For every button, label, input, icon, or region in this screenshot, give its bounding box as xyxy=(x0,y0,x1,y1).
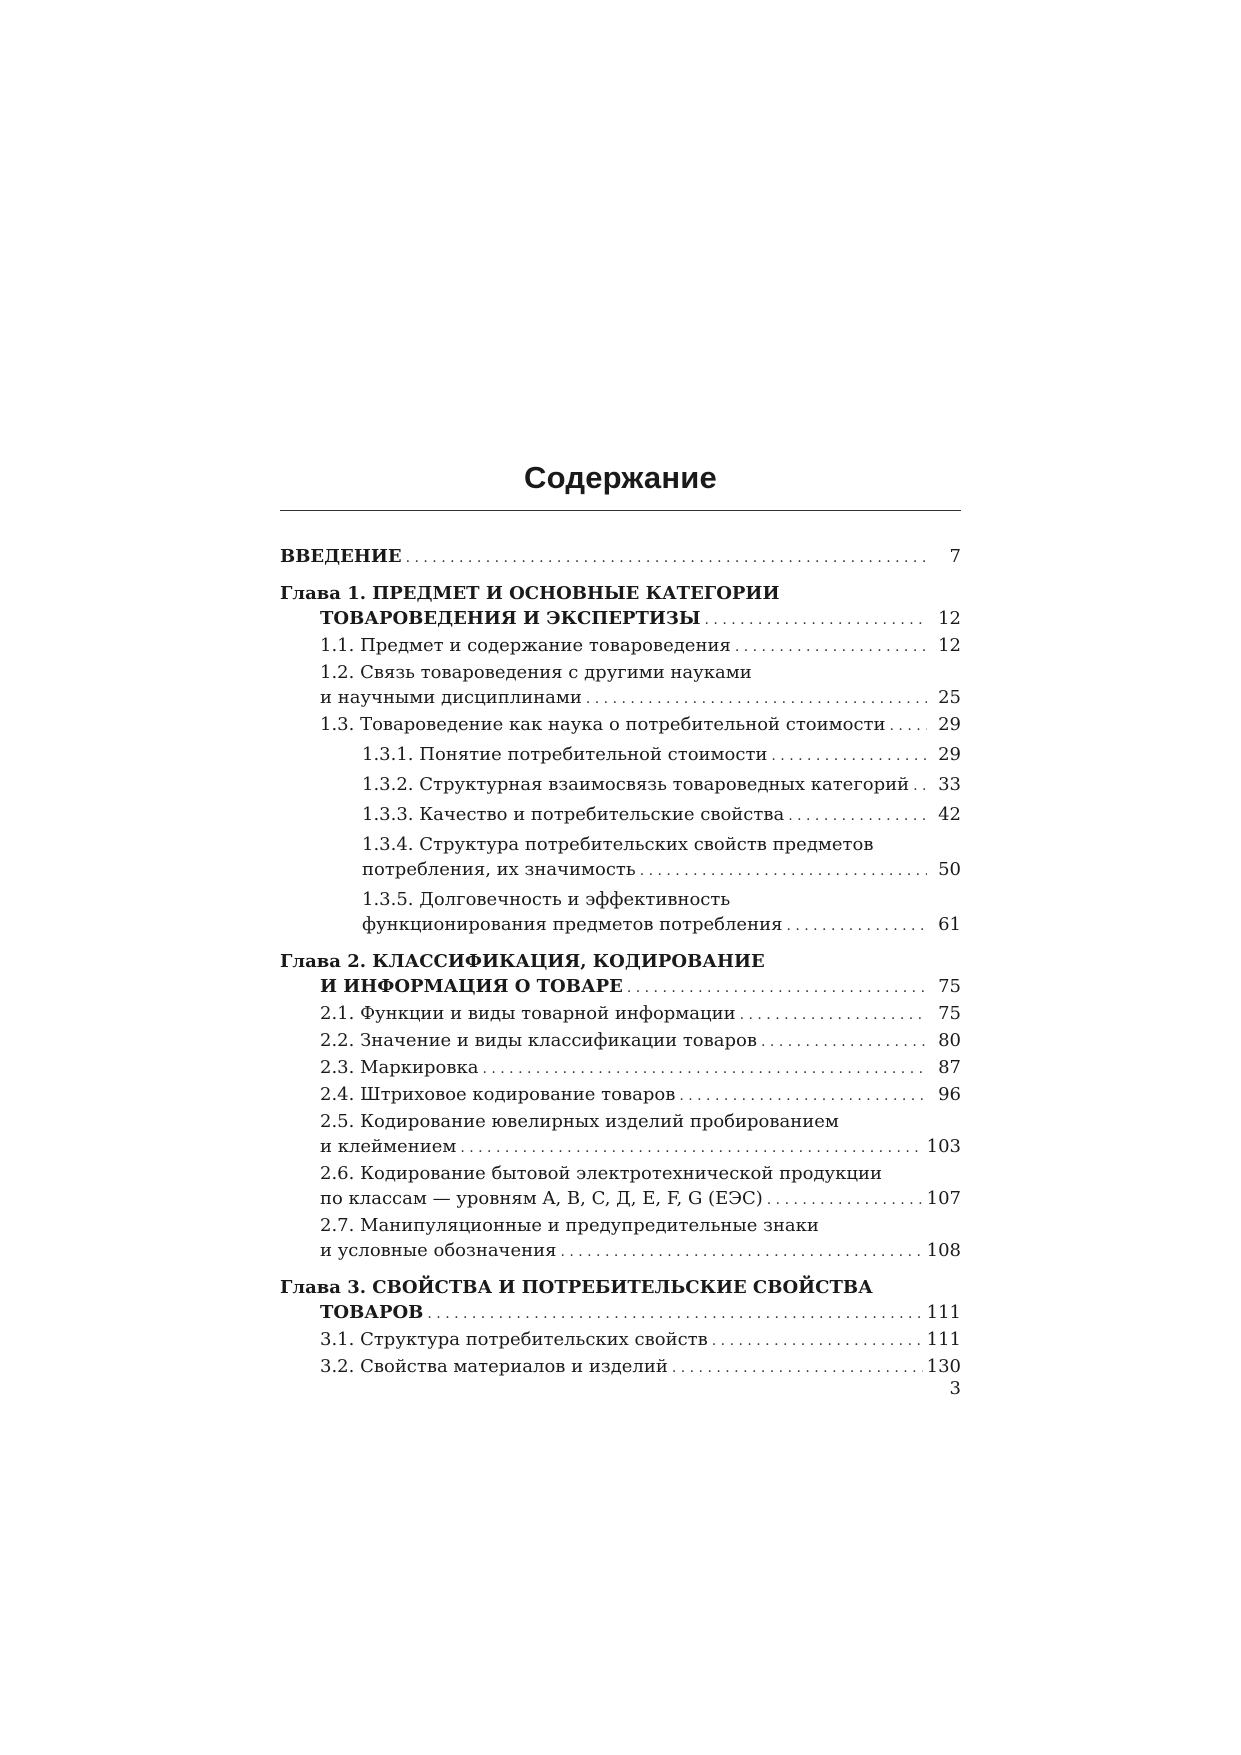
leader-dots xyxy=(586,685,927,712)
toc-subsection xyxy=(280,742,961,769)
leader-dots xyxy=(786,912,927,939)
toc-page-number: 87 xyxy=(938,1057,961,1078)
toc-page-number: 29 xyxy=(938,714,961,735)
subsection-title: 1.3.2. Структурная взаимосвязь товароведных категорий xyxy=(362,774,910,795)
chapter-title-line1: Глава 3. СВОЙСТВА И ПОТРЕБИТЕЛЬСКИЕ СВОЙСТВА xyxy=(280,1277,873,1298)
leader-dots xyxy=(560,1238,922,1265)
section-title: 2.2. Значение и виды классификации товаров xyxy=(320,1030,758,1051)
leader-dots xyxy=(890,712,927,739)
toc-section xyxy=(280,1213,961,1265)
toc-page-number: 42 xyxy=(938,804,961,825)
toc-intro-label: ВВЕДЕНИЕ xyxy=(280,546,402,567)
toc-page-number: 103 xyxy=(926,1136,961,1157)
toc-page-number: 108 xyxy=(926,1240,961,1261)
leader-dots xyxy=(705,606,927,633)
leader-dots xyxy=(740,1001,927,1028)
toc-subsection xyxy=(280,832,961,884)
toc-chapter-1 xyxy=(280,581,961,939)
toc-page-number: 130 xyxy=(926,1356,961,1377)
chapter-title-line1: Глава 2. КЛАССИФИКАЦИЯ, КОДИРОВАНИЕ xyxy=(280,951,765,972)
toc-subsection xyxy=(280,887,961,939)
leader-dots xyxy=(460,1134,922,1161)
table-of-contents xyxy=(280,544,961,1381)
leader-dots xyxy=(913,772,927,799)
subsection-title: функционирования предметов потребления xyxy=(362,914,783,935)
toc-page-number: 29 xyxy=(938,744,961,765)
section-title: 3.2. Свойства материалов и изделий xyxy=(320,1356,668,1377)
subsection-title: 1.3.1. Понятие потребительной стоимости xyxy=(362,744,768,765)
subsection-title-line1: 1.3.4. Структура потребительских свойств предметов xyxy=(362,834,874,855)
title-divider xyxy=(280,510,961,511)
leader-dots xyxy=(735,633,927,660)
chapter-title-text: ТОВАРОВ xyxy=(320,1302,424,1323)
toc-section xyxy=(280,1028,961,1055)
toc-section xyxy=(280,1082,961,1109)
section-title-line2 xyxy=(320,1134,961,1161)
subsection-title: 1.3.3. Качество и потребительские свойства xyxy=(362,804,785,825)
subsection-title-line1: 1.3.5. Долговечность и эффективность xyxy=(362,889,731,910)
section-title-line1: 2.6. Кодирование бытовой электротехнической продукции xyxy=(320,1163,882,1184)
toc-section xyxy=(280,633,961,660)
toc-section xyxy=(280,660,961,712)
leader-dots xyxy=(712,1327,923,1354)
toc-chapter-2 xyxy=(280,949,961,1265)
toc-page-number: 111 xyxy=(926,1329,961,1350)
toc-intro xyxy=(280,544,961,571)
leader-dots xyxy=(767,1186,923,1213)
toc-section xyxy=(280,712,961,739)
leader-dots xyxy=(640,857,927,884)
section-title-line2 xyxy=(320,1238,961,1265)
chapter-title-text: И ИНФОРМАЦИЯ О ТОВАРЕ xyxy=(320,976,623,997)
section-title: 1.1. Предмет и содержание товароведения xyxy=(320,635,731,656)
section-title: и клеймением xyxy=(320,1136,457,1157)
toc-section xyxy=(280,1161,961,1213)
chapter-title-line1: Глава 1. ПРЕДМЕТ И ОСНОВНЫЕ КАТЕГОРИИ xyxy=(280,583,780,604)
section-title-line2 xyxy=(320,685,961,712)
toc-page-number: 33 xyxy=(938,774,961,795)
toc-page-number: 107 xyxy=(926,1188,961,1209)
toc-section xyxy=(280,1109,961,1161)
section-title-line2 xyxy=(320,1186,961,1213)
toc-subsection xyxy=(280,802,961,829)
toc-section xyxy=(280,1354,961,1381)
chapter-title-text: ТОВАРОВЕДЕНИЯ И ЭКСПЕРТИЗЫ xyxy=(320,608,701,629)
toc-page-number: 12 xyxy=(938,635,961,656)
subsection-title-line2 xyxy=(362,857,961,884)
section-title: по классам — уровням A, B, C, Д, E, F, G (ЕЭС) xyxy=(320,1188,763,1209)
toc-page-number: 50 xyxy=(938,859,961,880)
page-number: 3 xyxy=(949,1378,961,1399)
leader-dots xyxy=(761,1028,927,1055)
toc-page-number: 75 xyxy=(938,1003,961,1024)
toc-page-number: 12 xyxy=(938,608,961,629)
section-title-line1: 2.5. Кодирование ювелирных изделий пробированием xyxy=(320,1111,839,1132)
toc-page-number: 111 xyxy=(926,1302,961,1323)
section-title: и научными дисциплинами xyxy=(320,687,582,708)
leader-dots xyxy=(406,544,927,571)
leader-dots xyxy=(482,1055,927,1082)
toc-page-number: 75 xyxy=(938,976,961,997)
leader-dots xyxy=(672,1354,923,1381)
toc-subsection xyxy=(280,772,961,799)
section-title: 2.4. Штриховое кодирование товаров xyxy=(320,1084,676,1105)
section-title: 1.3. Товароведение как наука о потребительной стоимости xyxy=(320,714,886,735)
subsection-title: потребления, их значимость xyxy=(362,859,636,880)
section-title-line1: 1.2. Связь товароведения с другими науками xyxy=(320,662,752,683)
chapter-title-line2 xyxy=(280,974,961,1001)
toc-page-number: 25 xyxy=(938,687,961,708)
toc-chapter-3 xyxy=(280,1275,961,1381)
leader-dots xyxy=(788,802,927,829)
section-title: и условные обозначения xyxy=(320,1240,557,1261)
toc-section xyxy=(280,1001,961,1028)
subsection-title-line2 xyxy=(362,912,961,939)
section-title-line1: 2.7. Манипуляционные и предупредительные знаки xyxy=(320,1215,819,1236)
leader-dots xyxy=(427,1300,922,1327)
toc-page-number: 7 xyxy=(949,546,961,567)
toc-page-number: 96 xyxy=(938,1084,961,1105)
section-title: 2.1. Функции и виды товарной информации xyxy=(320,1003,736,1024)
leader-dots xyxy=(627,974,927,1001)
section-title: 2.3. Маркировка xyxy=(320,1057,479,1078)
page-title: Содержание xyxy=(524,460,717,495)
chapter-title-line2 xyxy=(280,606,961,633)
section-title: 3.1. Структура потребительских свойств xyxy=(320,1329,708,1350)
toc-page-number: 61 xyxy=(938,914,961,935)
toc-page-number: 80 xyxy=(938,1030,961,1051)
chapter-title-line2 xyxy=(280,1300,961,1327)
leader-dots xyxy=(679,1082,927,1109)
leader-dots xyxy=(771,742,927,769)
toc-section xyxy=(280,1327,961,1354)
toc-section xyxy=(280,1055,961,1082)
